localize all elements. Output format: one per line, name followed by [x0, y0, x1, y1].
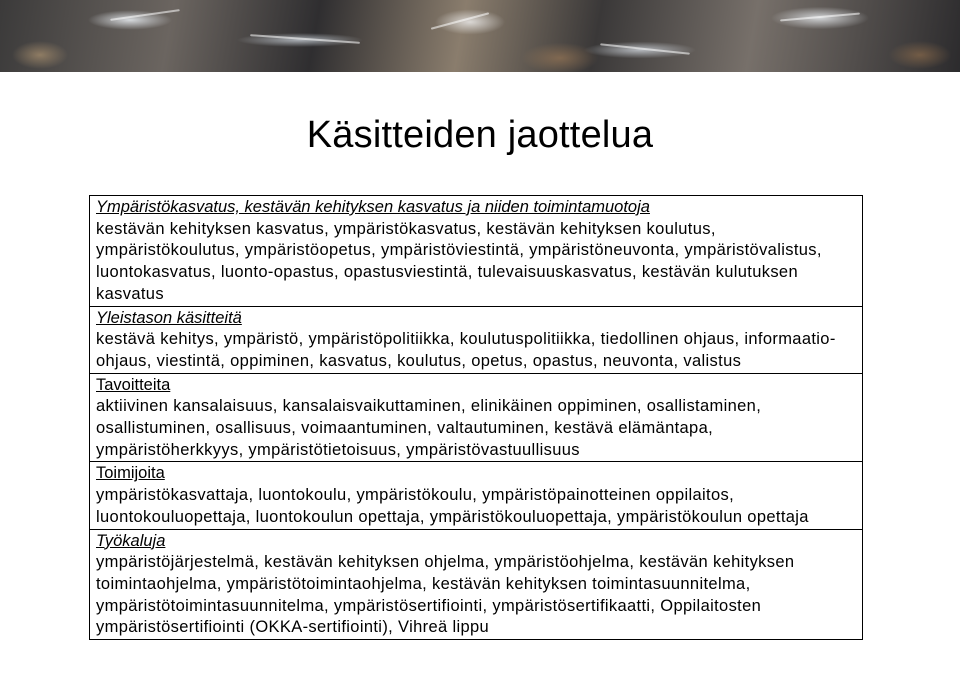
banner-texture	[431, 12, 489, 29]
section-text: aktiivinen kansalaisuus, kansalaisvaikuttaminen, elinikäinen oppiminen, osallistaminen, osallistuminen, osallisuus, voimaantuminen, valtautuminen, kestävä elämäntapa, ympäristöherkkyys, ympäristötietoisuus, ympäristövastuullisuus	[96, 397, 762, 459]
section-environmental-education	[90, 196, 862, 307]
section-heading: Työkaluja	[96, 531, 166, 550]
banner-texture	[600, 43, 690, 54]
section-tools	[90, 530, 862, 640]
section-goals	[90, 374, 862, 463]
section-heading: Ympäristökasvatus, kestävän kehityksen kasvatus ja niiden toimintamuotoja	[96, 198, 650, 216]
slide-title: Käsitteiden jaottelua	[306, 114, 654, 156]
section-heading: Yleistason käsitteitä	[96, 308, 242, 327]
section-text: ympäristökasvattaja, luontokoulu, ympäristökoulu, ympäristöpainotteinen oppilaitos, luontokouluopettaja, luontokoulun opettaja, ympäristökouluopettaja, ympäristökoulun opettaja	[96, 486, 809, 526]
section-text: kestävän kehityksen kasvatus, ympäristökasvatus, kestävän kehityksen koulutus, ympäristökoulutus, ympäristöopetus, ympäristöviestintä, ympäristöneuvonta, ympäristövalistus, luontokasvatus, luonto-opastus, opastusviestintä, tulevaisuuskasvatus, kestävän kulutuksen kasvatus	[96, 219, 822, 303]
header-banner-image	[0, 0, 960, 72]
concepts-table	[89, 195, 863, 640]
section-text: kestävä kehitys, ympäristö, ympäristöpolitiikka, koulutuspolitiikka, tiedollinen ohjaus, informaatio-ohjaus, viestintä, oppiminen, kasvatus, koulutus, opetus, opastus, neuvonta, valistus	[96, 330, 836, 370]
banner-texture	[780, 13, 860, 22]
section-heading: Tavoitteita	[96, 375, 171, 394]
section-actors	[90, 462, 862, 529]
section-heading: Toimijoita	[96, 464, 165, 483]
section-general-concepts	[90, 307, 862, 374]
banner-texture	[110, 9, 180, 21]
section-text: ympäristöjärjestelmä, kestävän kehityksen ohjelma, ympäristöohjelma, kestävän kehityksen toimintaohjelma, ympäristötoimintaohjelma, kestävän kehityksen toimintasuunnitelma, ympäristötoimintasuunnitelma, ympäristösertifiointi, ympäristösertifikaatti, Oppilaitosten ympäristösertifiointi (OKKA-sertifiointi), Vihreä lippu	[96, 553, 795, 637]
banner-texture	[250, 34, 360, 44]
